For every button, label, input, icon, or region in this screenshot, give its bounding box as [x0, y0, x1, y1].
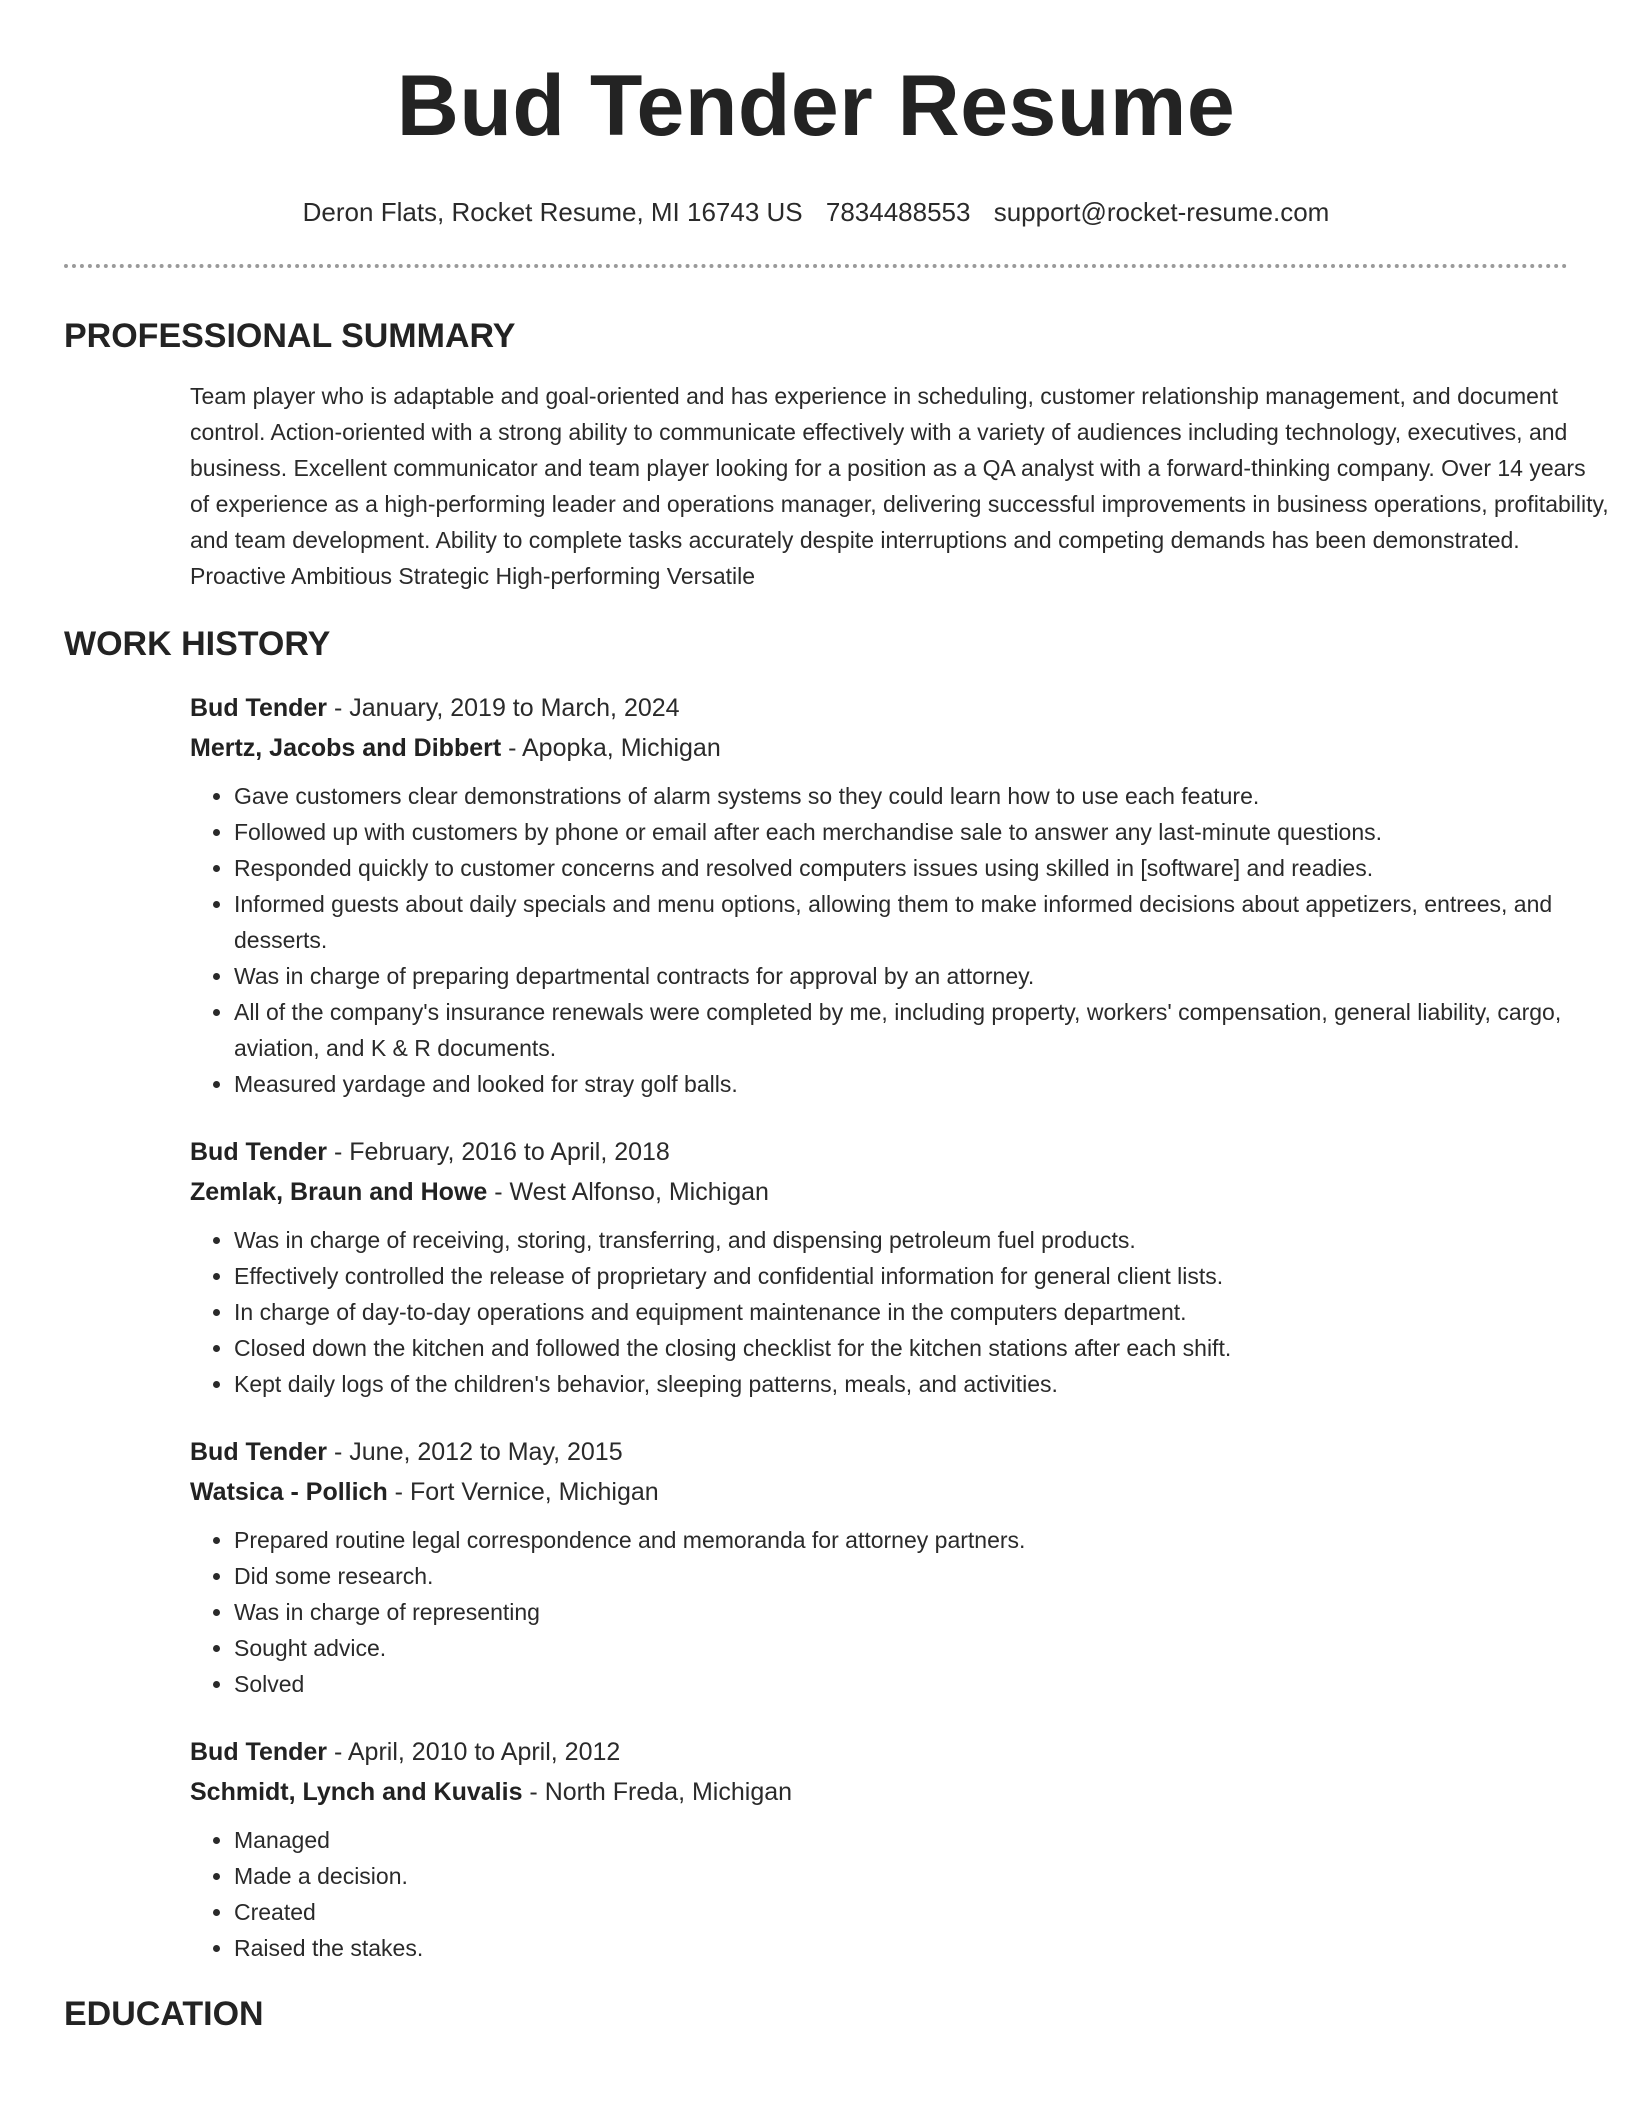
- job-bullet: • Raised the stakes.: [234, 1930, 1614, 1966]
- job-bullets: [190, 1222, 1614, 1402]
- job-title-line: [190, 1732, 1568, 1772]
- job-bullets: [190, 1822, 1614, 1966]
- section-title-summary: PROFESSIONAL SUMMARY: [64, 317, 516, 355]
- job-bullet: • All of the company's insurance renewals were completed by me, including property, workers' compensation, general liability, cargo, aviation, and K & R documents.: [234, 994, 1614, 1066]
- resume-page: [64, 0, 1609, 2034]
- job-location: - North Freda, Michigan: [522, 1778, 793, 1806]
- job-dates: - April, 2010 to April, 2012: [327, 1738, 621, 1766]
- job-company-line: [190, 1772, 1568, 1812]
- job-title: Bud Tender: [190, 1438, 328, 1466]
- job-bullet: • Effectively controlled the release of proprietary and confidential information for general client lists.: [234, 1258, 1614, 1294]
- contact-line: [64, 196, 1568, 228]
- job-bullet: • Responded quickly to customer concerns and resolved computers issues using skilled in [software] and readies.: [234, 850, 1614, 886]
- job-dates: - June, 2012 to May, 2015: [327, 1438, 623, 1466]
- job-company: Zemlak, Braun and Howe: [190, 1178, 488, 1206]
- job-title-line: [190, 1432, 1568, 1472]
- job-bullets: [190, 778, 1614, 1102]
- resume-title: Bud Tender Resume: [396, 58, 1236, 154]
- job-title: Bud Tender: [190, 1138, 328, 1166]
- contact-address: Deron Flats, Rocket Resume, MI 16743 US: [302, 197, 803, 227]
- job-bullet: • Managed: [234, 1822, 1614, 1858]
- job-location: - Fort Vernice, Michigan: [387, 1478, 659, 1506]
- job-dates: - January, 2019 to March, 2024: [327, 694, 680, 722]
- job-bullet: • Kept daily logs of the children's behavior, sleeping patterns, meals, and activities.: [234, 1366, 1614, 1402]
- job-title-line: [190, 1132, 1568, 1172]
- job-company: Watsica - Pollich: [190, 1478, 388, 1506]
- section-title-education: EDUCATION: [64, 1995, 264, 2033]
- job-bullet: • Prepared routine legal correspondence and memoranda for attorney partners.: [234, 1522, 1614, 1558]
- job-bullets: [190, 1522, 1614, 1702]
- job-entry: [190, 1732, 1568, 1966]
- job-title: Bud Tender: [190, 694, 328, 722]
- job-bullet: • In charge of day-to-day operations and equipment maintenance in the computers department.: [234, 1294, 1614, 1330]
- job-bullet: • Sought advice.: [234, 1630, 1614, 1666]
- job-entry: [190, 688, 1568, 1102]
- job-title-line: [190, 688, 1568, 728]
- job-company: Mertz, Jacobs and Dibbert: [190, 734, 502, 762]
- job-entry: [190, 1432, 1568, 1702]
- job-dates: - February, 2016 to April, 2018: [327, 1138, 670, 1166]
- job-company-line: [190, 728, 1568, 768]
- job-location: - Apopka, Michigan: [501, 734, 721, 762]
- job-bullet: • Created: [234, 1894, 1614, 1930]
- job-bullet: • Solved: [234, 1666, 1614, 1702]
- job-entry: [190, 1132, 1568, 1402]
- contact-phone: 7834488553: [825, 197, 971, 227]
- job-company-line: [190, 1472, 1568, 1512]
- contact-email: support@rocket-resume.com: [993, 197, 1330, 227]
- job-bullet: • Closed down the kitchen and followed the closing checklist for the kitchen stations after each shift.: [234, 1330, 1614, 1366]
- job-bullet: • Did some research.: [234, 1558, 1614, 1594]
- summary-text: Team player who is adaptable and goal-oriented and has experience in scheduling, customer relationship management, and document control. Action-oriented with a strong ability to communicate effectively with a variety of audiences including technology, executives, and business. Excellent communicator and team player looking for a position as a QA analyst with a forward-thinking company. Over 14 years of experience as a high-performing leader and operations manager, delivering successful improvements in business operations, profitability, and team development. Ability to complete tasks accurately despite interruptions and competing demands has been demonstrated. Proactive Ambitious Strategic High-performing Versatile: [190, 383, 1609, 589]
- header-divider: [64, 264, 1568, 268]
- job-bullet: • Was in charge of representing: [234, 1594, 1614, 1630]
- job-bullet: • Was in charge of preparing departmental contracts for approval by an attorney.: [234, 958, 1614, 994]
- job-bullet: • Was in charge of receiving, storing, transferring, and dispensing petroleum fuel products.: [234, 1222, 1614, 1258]
- section-title-work-history: WORK HISTORY: [64, 625, 331, 663]
- job-bullet: • Followed up with customers by phone or email after each merchandise sale to answer any last-minute questions.: [234, 814, 1614, 850]
- job-location: - West Alfonso, Michigan: [487, 1178, 769, 1206]
- job-bullet: • Informed guests about daily specials and menu options, allowing them to make informed decisions about appetizers, entrees, and desserts.: [234, 886, 1614, 958]
- job-title: Bud Tender: [190, 1738, 328, 1766]
- job-company-line: [190, 1172, 1568, 1212]
- job-company: Schmidt, Lynch and Kuvalis: [190, 1778, 523, 1806]
- job-bullet: • Made a decision.: [234, 1858, 1614, 1894]
- work-history-list: [64, 688, 1568, 1966]
- job-bullet: • Measured yardage and looked for stray golf balls.: [234, 1066, 1614, 1102]
- job-bullet: • Gave customers clear demonstrations of alarm systems so they could learn how to use each feature.: [234, 778, 1614, 814]
